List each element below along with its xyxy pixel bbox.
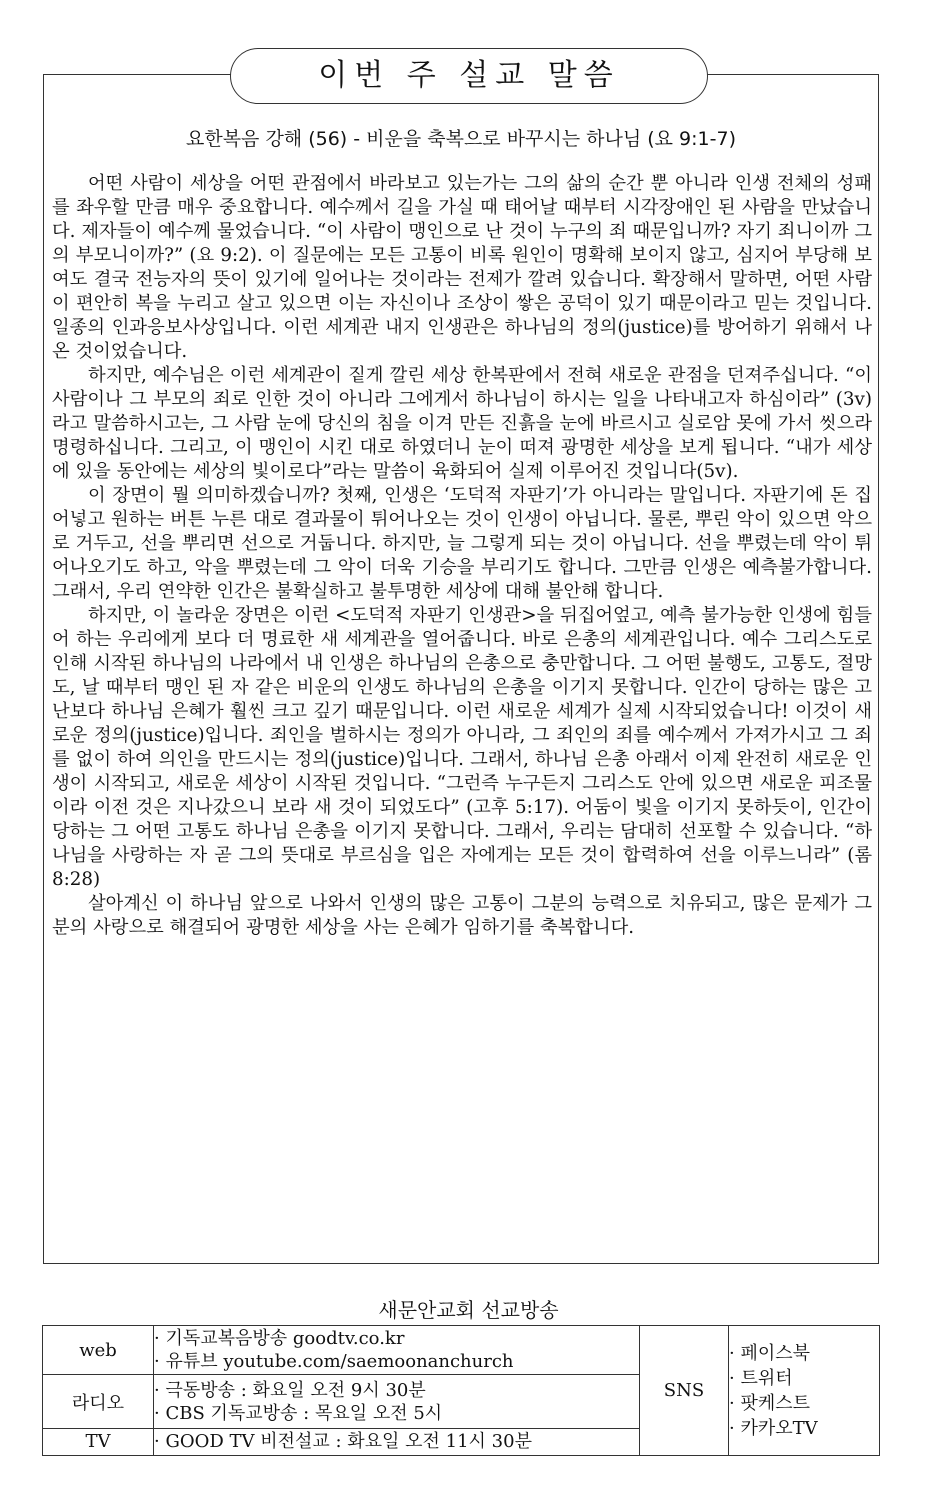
- radio-label: 라디오: [43, 1375, 154, 1428]
- tv-items: [154, 1428, 640, 1455]
- web-label: web: [43, 1326, 154, 1375]
- radio-items: [154, 1375, 640, 1428]
- radio-item: · CBS 기독교방송 : 목요일 오전 5시: [154, 1402, 443, 1424]
- tv-item: · GOOD TV 비전설교 : 화요일 오전 11시 30분: [154, 1431, 532, 1453]
- web-items: [154, 1326, 640, 1375]
- sns-item: · 트위터: [729, 1367, 793, 1389]
- sns-item: · 팟케스트: [729, 1392, 810, 1414]
- web-item: · 기독교복음방송 goodtv.co.kr: [154, 1328, 405, 1350]
- sermon-paragraph: 살아계신 이 하나님 앞으로 나와서 인생의 많은 고통이 그분의 능력으로 치유되고, 많은 문제가 그분의 사랑으로 해결되어 광명한 세상을 사는 은혜가 임하기를 축복합니다.: [52, 893, 872, 938]
- radio-item: · 극동방송 : 화요일 오전 9시 30분: [154, 1379, 426, 1401]
- sermon-subtitle: 요한복음 강해 (56) - 비운을 축복으로 바꾸시는 하나님 (요 9:1-7): [186, 128, 736, 150]
- sns-item: · 카카오TV: [729, 1417, 818, 1439]
- sermon-paragraph: 이 장면이 뭘 의미하겠습니까? 첫째, 인생은 ‘도덕적 자판기’가 아니라는 말입니다. 자판기에 돈 집어넣고 원하는 버튼 누른 대로 결과물이 튀어나오는 것이 인생이 아닙니다. 물론, 뿌린 악이 있으면 악으로 거두고, 선을 뿌리면 선으로 거둡니다. 하지만, 늘 그렇게 되는 것이 아닙니다. 선을 뿌렸는데 악이 튀어나오기도 하고, 악을 뿌렸는데 그 악이 더욱 기승을 부리기도 합니다. 그만큼 인생은 예측불가합니다. 그래서, 우리 연약한 인간은 불확실하고 불투명한 세상에 대해 불안해 합니다.: [52, 485, 872, 602]
- sermon-paragraph: 하지만, 예수님은 이런 세계관이 짙게 깔린 세상 한복판에서 전혀 새로운 관점을 던져주십니다. “이 사람이나 그 부모의 죄로 인한 것이 아니라 그에게서 하나님이 하시는 일을 나타내고자 하심이라” (3v)라고 말씀하시고는, 그 사람 눈에 당신의 침을 이겨 만든 진흙을 눈에 바르시고 실로암 못에 가서 씻으라 명령하십니다. 그리고, 이 맹인이 시킨 대로 하였더니 눈이 떠져 광명한 세상을 보게 됩니다. “내가 세상에 있을 동안에는 세상의 빛이로다”라는 말씀이 육화되어 실제 이루어진 것입니다(5v).: [52, 365, 872, 482]
- broadcast-title: 새문안교회 선교방송: [378, 1298, 559, 1322]
- broadcast-table: [42, 1325, 880, 1456]
- tv-label: TV: [43, 1428, 154, 1455]
- sns-items: [729, 1326, 880, 1456]
- sermon-body: [52, 172, 872, 940]
- web-item: · 유튜브 youtube.com/saemoonanchurch: [154, 1351, 514, 1373]
- page-title: 이번 주 설교 말씀: [230, 48, 708, 104]
- sermon-paragraph: 하지만, 이 놀라운 장면은 이런 <도덕적 자판기 인생관>을 뒤집어엎고, 예측 불가능한 인생에 힘들어 하는 우리에게 보다 더 명료한 새 세계관을 열어줍니다. 바로 은총의 세계관입니다. 예수 그리스도로 인해 시작된 하나님의 나라에서 내 인생은 하나님의 은총으로 충만합니다. 그 어떤 불행도, 고통도, 절망도, 날 때부터 맹인 된 자 같은 비운의 인생도 하나님의 은총을 이기지 못합니다. 인간이 당하는 많은 고난보다 하나님 은혜가 훨씬 크고 깊기 때문입니다. 이런 새로운 세계가 실제 시작되었습니다! 이것이 새로운 정의(justice)입니다. 죄인을 벌하시는 정의가 아니라, 그 죄인의 죄를 예수께서 가져가시고 그 죄를 없이 하여 의인을 만드시는 정의(justice)입니다. 그래서, 하나님 은총 아래서 이제 완전히 새로운 인생이 시작되고, 새로운 세상이 시작된 것입니다. “그런즉 누구든지 그리스도 안에 있으면 새로운 피조물이라 이전 것은 지나갔으니 보라 새 것이 되었도다” (고후 5:17). 어둠이 빛을 이기지 못하듯이, 인간이 당하는 그 어떤 고통도 하나님 은총을 이기지 못합니다. 그래서, 우리는 담대히 선포할 수 있습니다. “하나님을 사랑하는 자 곧 그의 뜻대로 부르심을 입은 자에게는 모든 것이 합력하여 선을 이루느니라” (롬 8:28): [52, 605, 872, 890]
- sns-item: · 페이스북: [729, 1342, 810, 1364]
- sns-label: SNS: [640, 1326, 729, 1456]
- sermon-paragraph: 어떤 사람이 세상을 어떤 관점에서 바라보고 있는가는 그의 삶의 순간 뿐 아니라 인생 전체의 성패를 좌우할 만큼 매우 중요합니다. 예수께서 길을 가실 때 태어날 때부터 시각장애인 된 사람을 만났습니다. 제자들이 예수께 물었습니다. “이 사람이 맹인으로 난 것이 누구의 죄 때문입니까? 자기 죄니이까 그의 부모니이까?” (요 9:2). 이 질문에는 모든 고통이 비록 원인이 명확해 보이지 않고, 심지어 부당해 보여도 결국 전능자의 뜻이 있기에 일어나는 것이라는 전제가 깔려 있습니다. 확장해서 말하면, 어떤 사람이 편안히 복을 누리고 살고 있으면 이는 자신이나 조상이 쌓은 공덕이 있기 때문이라고 믿는 것입니다. 일종의 인과응보사상입니다. 이런 세계관 내지 인생관은 하나님의 정의(justice)를 방어하기 위해서 나온 것이었습니다.: [52, 173, 872, 362]
